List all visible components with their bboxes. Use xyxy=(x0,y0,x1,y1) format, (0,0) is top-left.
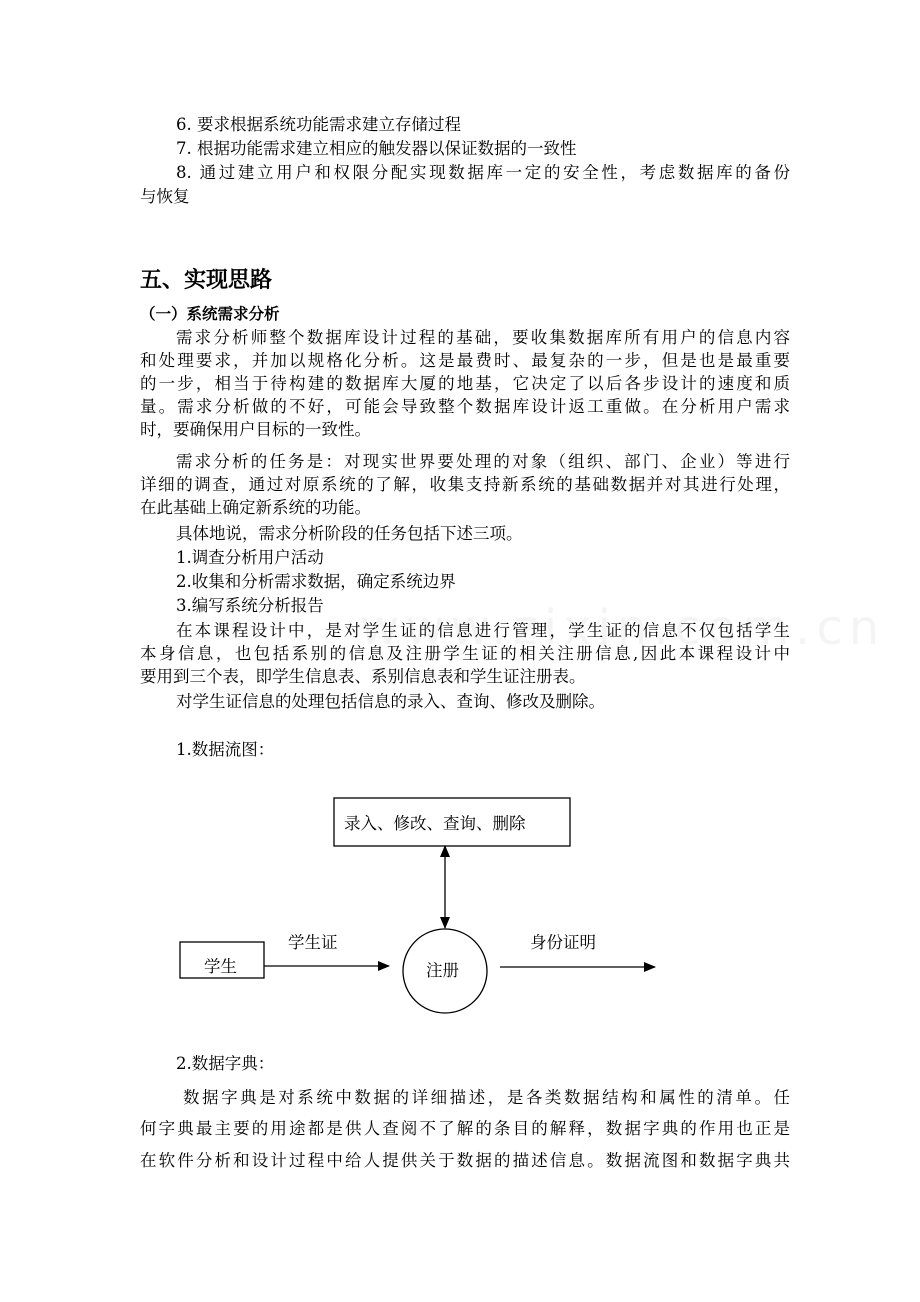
para6-line: 何字典最主要的用途都是供人查阅不了解的条目的解释，数据字典的作用也正是 xyxy=(140,1119,790,1138)
requirement-item-8: 8. 通过建立用户和权限分配实现数据库一定的安全性，考虑数据库的备份 xyxy=(176,163,790,182)
para4-line: 本身信息，也包括系别的信息及注册学生证的相关注册信息,因此本课程设计中 xyxy=(140,644,790,663)
section-title: 五、实现思路 xyxy=(140,268,273,293)
para1-line: 和处理要求，并加以规格化分析。这是最费时、最复杂的一步，但是也是最重要 xyxy=(140,351,790,370)
flow-out-label: 身份证明 xyxy=(530,933,596,952)
watermark xyxy=(360,600,885,656)
para1-line: 量。需求分析做的不好，可能会导致整个数据库设计返工重做。在分析用户需求 xyxy=(140,397,790,416)
task-item: 2.收集和分析需求数据，确定系统边界 xyxy=(176,572,456,591)
dict-label: 2.数据字典： xyxy=(176,1054,275,1073)
para1-line: 的一步，相当于待构建的数据库大厦的地基，它决定了以后各步设计的速度和质 xyxy=(140,374,790,393)
register-process-label: 注册 xyxy=(426,961,459,980)
para6-line: 在软件分析和设计过程中给人提供关于数据的描述信息。数据流图和数据字典共 xyxy=(140,1151,790,1170)
para2-line: 在此基础上确定新系统的功能。 xyxy=(140,498,371,517)
requirement-item-6: 6. 要求根据系统功能需求建立存储过程 xyxy=(176,115,461,134)
flow-in-label: 学生证 xyxy=(288,933,338,952)
requirement-item-8-cont: 与恢复 xyxy=(140,187,190,206)
para2-line: 需求分析的任务是：对现实世界要处理的对象（组织、部门、企业）等进行 xyxy=(176,452,790,471)
para1-line: 时，要确保用户目标的一致性。 xyxy=(140,420,371,439)
para4-line: 在本课程设计中，是对学生证的信息进行管理，学生证的信息不仅包括学生 xyxy=(176,621,790,640)
para3: 具体地说，需求分析阶段的任务包括下述三项。 xyxy=(176,524,523,543)
para1-line: 需求分析师整个数据库设计过程的基础，要收集数据库所有用户的信息内容 xyxy=(176,328,790,347)
para5: 对学生证信息的处理包括信息的录入、查询、修改及删除。 xyxy=(176,692,605,711)
dfd-label: 1.数据流图： xyxy=(176,740,275,759)
subsection-title: （一）系统需求分析 xyxy=(140,305,280,323)
process-box-label: 录入、修改、查询、删除 xyxy=(344,814,526,833)
para4-line: 要用到三个表，即学生信息表、系别信息表和学生证注册表。 xyxy=(140,667,586,686)
para2-line: 详细的调查，通过对原系统的了解，收集支持新系统的基础数据并对其进行处理， xyxy=(140,475,790,494)
task-item: 3.编写系统分析报告 xyxy=(176,596,324,615)
task-item: 1.调查分析用户活动 xyxy=(176,548,324,567)
para6-line: 数据字典是对系统中数据的详细描述，是各类数据结构和属性的清单。任 xyxy=(183,1088,790,1107)
source-entity-label: 学生 xyxy=(204,957,237,976)
requirement-item-7: 7. 根据功能需求建立相应的触发器以保证数据的一致性 xyxy=(176,139,577,158)
